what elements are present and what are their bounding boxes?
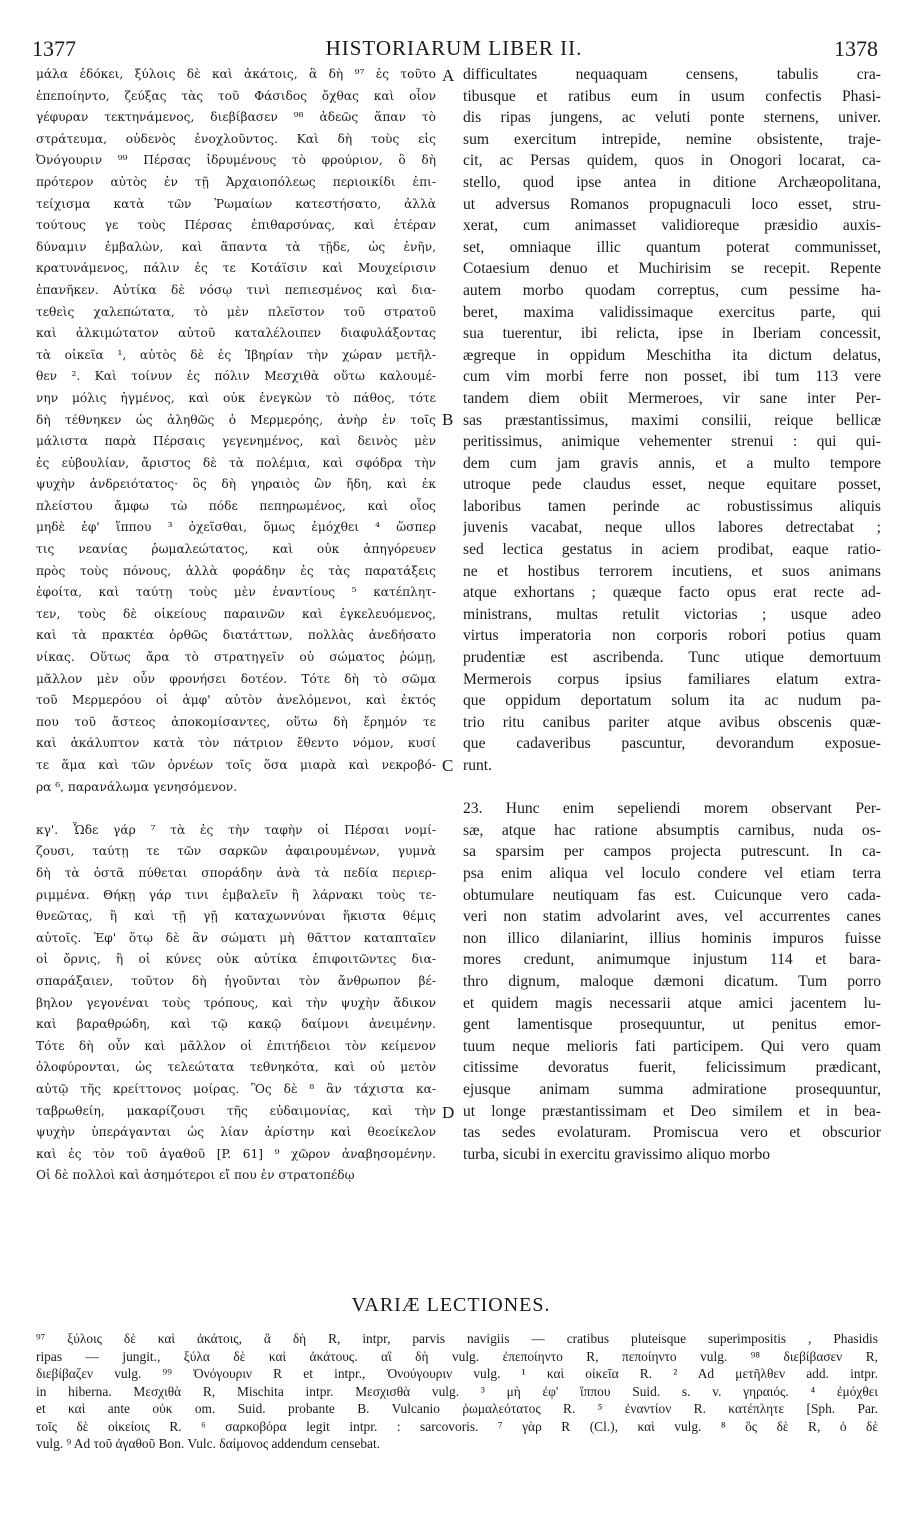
- greek-text-line: οἱ ὄρνις, ἢ οἱ κύνες οὐκ αὐτίκα ἐπιφοιτῶντες δια-: [36, 952, 436, 967]
- greek-text-line: μάλα ἐδόκει, ξύλοις δὲ καὶ ἀκάτοις, ἃ δὴ ⁹⁷ ἐς τοῦτο: [36, 67, 436, 81]
- latin-text-line: [463, 777, 881, 799]
- greek-text-line: ταβρωθείη, μακαρίζουσι τῆς εὐδαιμονίας, καὶ τὴν: [36, 1103, 436, 1118]
- note-line: ⁹⁷ ξύλοις δὲ καὶ ἀκάτοις, ἃ δὴ R, intpr, parvis navigiis — cratibus pluteisque superimpositis , Phasidis: [36, 1331, 878, 1346]
- greek-text-line: Τότε δὴ οὖν καὶ μᾶλλον οἱ ἐπιτήδειοι τὸν κείμενον: [36, 1038, 436, 1053]
- greek-text-line: Ὀνόγουριν ⁹⁹ Πέρσας ἱδρυμένους τὸ φρούριον, ὃ δὴ: [36, 153, 436, 168]
- greek-text-line: μηδὲ ἐφ' ἵππου ³ ὀχεῖσθαι, ὅμως ἐμόχθει ⁴ ὥσπερ: [36, 520, 436, 535]
- latin-text-line: non illico dilaniarint, illius hominis impuros fuisse: [463, 929, 881, 947]
- greek-text-line: βηλον γεγονέναι τοὺς τρόπους, καὶ τὴν ψυχὴν ἄδικον: [36, 995, 436, 1010]
- latin-text-line: sum exercitum intrepide, nemine obsistente, traje-: [463, 130, 881, 148]
- greek-text-line: τεν, τοὺς δὲ οἰκείους παραινῶν καὶ ἐγκελευόμενος,: [36, 606, 436, 621]
- greek-text-line: νην μόλις ἠγμένος, καὶ οὐκ ἐνεγκὼν τὸ πάθος, τότε: [36, 390, 436, 405]
- latin-text-line: runt.: [463, 757, 493, 774]
- latin-text-line: sa sparsim per campos projecta putrescunt. In ca-: [463, 843, 881, 861]
- variae-lectiones-heading: VARIÆ LECTIONES.: [351, 1294, 551, 1316]
- latin-text-line: ut longe præstantissimam et Deo similem et in bea-: [463, 1102, 881, 1120]
- margin-marker-b: B: [442, 410, 454, 429]
- latin-text-line: atque exhortans ; quæque facto opus erat recte ad-: [463, 584, 881, 602]
- latin-text-line: psa enim aliqua vel loculo condere vel etiam terra: [463, 864, 881, 882]
- latin-text-line: Cotaesium denuo et Muchirisim se recepit. Repente: [463, 260, 881, 278]
- latin-text-line: virtus imperatoria non corporis robori potius quam: [463, 627, 881, 645]
- variant-readings-notes: [36, 1330, 878, 1453]
- margin-marker-c: C: [442, 756, 454, 775]
- greek-text-line: ἐπεποίηντο, ζεύξας τὰς τοῦ Φάσιδος ὄχθας καὶ οἷον: [36, 88, 436, 103]
- note-line: τοῖς δὲ οἰκείοις R. ⁶ σαρκοβόρα legit intpr. : sarcovoris. ⁷ γὰρ R (Cl.), καὶ vulg. ⁸ ὃς δὲ R, ὁ δὲ: [36, 1418, 878, 1434]
- greek-text-line: στράτευμα, οὐδενὸς ἐνοχλοῦντος. Καὶ δὴ τοὺς εἰς: [36, 131, 436, 146]
- latin-text-line: tas sedes evolaturam. Promiscua vero et obscurior: [463, 1124, 881, 1142]
- greek-text-line: ψυχὴν ἀνδρειότατος· ὃς δὴ γηραιὸς ὢν ἤδη, καὶ ἐκ: [36, 477, 436, 492]
- latin-text-line: citissime devoratus fuerit, felicissimum prædicant,: [463, 1059, 881, 1077]
- latin-text-line: 23. Hunc enim sepeliendi morem observant Per-: [463, 800, 881, 818]
- latin-text-line: tandem diem obiit Mermeroes, vir sane inter Per-: [463, 389, 881, 407]
- greek-text-line: καὶ ἀκάλυπτον κατὰ τὸν πάτριον ἔθεντο νόμον, κυσί: [36, 736, 436, 751]
- latin-text-line: dem cum jam gravis annis, et a multo tempore: [463, 454, 881, 472]
- latin-text-line: sas præstantissimus, maximi consilii, reique bellicæ: [463, 411, 881, 429]
- latin-text-column: [463, 64, 881, 1278]
- greek-text-line: ἐφοίτα, καὶ ταύτῃ τοὺς μὲν ἐναντίους ⁵ κατέπλητ-: [36, 585, 436, 600]
- latin-text-line: ejusque animam summa admiratione prosequuntur,: [463, 1080, 881, 1098]
- greek-text-line: τις νεανίας ῥωμαλεώτατος, καὶ οὐκ ἀπηγόρευεν: [36, 542, 436, 557]
- note-line: διεβίβαζεν vulg. ⁹⁹ Ὀνόγουριν R et intpr., Ὀνούγουριν vulg. ¹ καὶ οἰκεῖα R. ² Ad μετῆλθεν add. intpr.: [36, 1366, 878, 1381]
- page-number-left: 1377: [32, 36, 76, 61]
- greek-text-line: ψυχὴν ὑπεράγανται ὡς λίαν ἀρίστην καὶ θεοείκελον: [36, 1125, 436, 1140]
- latin-text-line: que oppidum deportatum solum ita ac nudum pa-: [463, 692, 881, 710]
- greek-text-line: θνεῶτας, ἢ καὶ τῇ γῇ καταχωννύναι ἥκιστα θέμις: [36, 909, 436, 924]
- greek-text-line: κγ'. Ὧδε γάρ ⁷ τὰ ἐς τὴν ταφὴν οἱ Πέρσαι νομί-: [36, 822, 436, 837]
- greek-text-line: ζουσι, ταύτῃ τε τῶν σαρκῶν ἀφαιρουμένων, γυμνὰ: [36, 844, 436, 859]
- greek-text-line: σπαράξαιεν, τοῦτον δὴ ἡγοῦνται τὸν ἄνθρωπον βέ-: [36, 973, 436, 988]
- latin-text-line: Mermerois corpus ipsius familiares elatum extra-: [463, 670, 881, 688]
- page-number-right: 1378: [834, 36, 878, 61]
- greek-text-line: γέφυραν τεκτηνάμενος, διεβίβασεν ⁹⁸ ἀδεῶς ἅπαν τὸ: [36, 110, 436, 125]
- greek-text-line: κρατυνάμενος, πάλιν ἐς τε Κοτάϊσιν καὶ Μουχείρισιν: [36, 261, 436, 276]
- latin-text-line: laboribus tamen perinde ac robustissimus aliquis: [463, 497, 881, 515]
- margin-marker-d: D: [442, 1103, 455, 1122]
- latin-text-line: ut adversus Romanos propugnaculi loco esset, stru-: [463, 195, 881, 213]
- greek-text-line: τείχισμα κατὰ τῶν Ῥωμαίων κατεστήσατο, ἀλλὰ: [36, 196, 436, 211]
- greek-text-line: που τοῦ ἄστεος ἀποκομίσαντες, οὕτω δὴ ἔρημόν τε: [36, 714, 436, 729]
- latin-text-line: obtumulare neutiquam fas est. Cuicunque vero cada-: [463, 886, 881, 904]
- note-line: vulg. ⁹ Ad τοῦ ἀγαθοῦ Bon. Vulc. δαίμονος addendum censebat.: [36, 1436, 381, 1451]
- latin-text-line: que cadaveribus pascuntur, devorandum exposue-: [463, 735, 881, 753]
- latin-text-line: utroque pede claudus esset, neque equitare posset,: [463, 476, 881, 494]
- latin-text-line: gent lamentisque prosequuntur, ut penitus emor-: [463, 1016, 881, 1034]
- latin-text-line: cum vim morbi ferre non posset, ibi tum 113 vere: [463, 368, 881, 386]
- greek-text-line: καὶ ἐς τὸν τοῦ ἀγαθοῦ [P. 61] ⁹ χῶρον ἀναβησομένην.: [36, 1146, 436, 1161]
- latin-text-line: stello, quod ipse antea in ditione Archæopolitana,: [463, 173, 881, 191]
- running-title: HISTORIARUM LIBER II.: [325, 36, 583, 60]
- latin-text-line: cit, ac Persas quidem, quos in Onogori locarat, ca-: [463, 152, 881, 170]
- latin-text-line: sæ, atque hac ratione absumptis carnibus, nuda os-: [463, 821, 881, 839]
- latin-text-line: ægreque in oppidum Meschitha ita dictum delatus,: [463, 346, 881, 364]
- latin-text-line: sed lectica gestatus in aciem prodibat, eaque ratio-: [463, 541, 881, 559]
- latin-text-line: peritissimus, animique vehementer strenui : qui qui-: [463, 433, 881, 451]
- greek-text-line: τε ἅμα καὶ τῶν ὀρνέων τοῖς ὅσα μιαρὰ καὶ νεκροβό-: [36, 758, 436, 772]
- latin-text-line: dis ripas jungens, ac veluti ponte sternens, univer.: [463, 109, 881, 127]
- latin-text-line: tuum neque melioris fati participem. Qui vero quam: [463, 1037, 881, 1055]
- latin-text-line: prudentiæ est ascribenda. Tunc utique demortuum: [463, 649, 881, 667]
- latin-text-line: juvenis vacabat, neque ullos labores detrectabat ;: [463, 519, 881, 537]
- greek-text-line: μάλιστα παρὰ Πέρσαις γεγενημένος, καὶ δεινὸς μὲν: [36, 434, 436, 449]
- latin-text-line: tibusque et ratibus eum in usum confectis Phasi-: [463, 87, 881, 105]
- latin-text-line: set, omniaque illic quantum poterat communisset,: [463, 238, 881, 256]
- latin-text-line: turba, sicubi in exercitu gravissimo aliquo morbo: [463, 1145, 771, 1163]
- note-line: ripas — jungit., ξύλα δὲ καὶ ἀκάτους. αἳ δὴ vulg. ἐπεποίηντο R, πεποίηντο vulg. ⁹⁸ διεβίβασεν R,: [36, 1348, 878, 1364]
- greek-text-column: [36, 64, 436, 1278]
- greek-text-line: ρα ⁶, παρανάλωμα γενησόμενον.: [36, 779, 238, 794]
- latin-text-line: autem morbo quodam correptus, cum pessime ha-: [463, 281, 881, 299]
- greek-text-line: τοῦ Μερμερόου οἱ ἀμφ' αὐτὸν ἀνελόμενοι, καὶ ἐκτός: [36, 693, 436, 708]
- latin-text-line: beret, maxima validissimaque exercitus parte, qui: [463, 303, 881, 321]
- greek-text-line: ὀλοφύρονται, ὡς τελεώτατα τεθνηκότα, καὶ οὐ μετὸν: [36, 1060, 436, 1075]
- margin-marker-a: A: [442, 66, 455, 85]
- greek-text-line: τεθεὶς χαλεπώτατα, τὸ μὲν πλεῖστον τοῦ στρατοῦ: [36, 304, 436, 319]
- greek-text-line: τὰ οἰκεῖα ¹, αὐτὸς δὲ ἐς Ἰβηρίαν τὴν χώραν μετῆλ-: [36, 347, 436, 362]
- greek-text-line: ἐς εὐβουλίαν, ἄριστος δὲ τὰ πολέμια, καὶ σφόδρα τὴν: [36, 455, 436, 470]
- page-header: [30, 36, 878, 64]
- latin-text-line: thro dignum, maloque dæmoni dicatum. Tum porro: [463, 972, 881, 990]
- greek-text-line: καὶ τὰ πρακτέα ὀρθῶς διατάττων, πολλὰς ἀνεδήσατο: [36, 628, 436, 643]
- latin-text-line: mores credunt, animumque injustum 114 et bara-: [463, 951, 881, 969]
- greek-text-line: πλείστου ἄμφω τὼ πόδε πεπηρωμένος, καὶ οἷος: [36, 498, 436, 513]
- latin-text-line: ne et hostibus terrorem incutiens, et suos animans: [463, 562, 881, 580]
- greek-text-line: καὶ βαραθρώδη, καὶ τῷ κακῷ δαίμονι ἀνειμένην.: [36, 1017, 436, 1032]
- latin-text-line: trio ritu canibus pariter atque avibus obscenis quæ-: [463, 713, 881, 731]
- greek-text-line: θεν ². Καὶ τοίνυν ἐς πόλιν Μεσχιθὰ οὕτω καλουμέ-: [36, 369, 436, 384]
- note-line: in hiberna. Μεσχιθὰ R, Mischita intpr. Μεσχισθὰ vulg. ³ μὴ ἐφ' ἵππου Suid. s. v. γηραιός. ⁴ ἐμόχθει: [36, 1383, 878, 1399]
- greek-text-line: ριμμένα. Θήκῃ γάρ τινι ἐμβαλεῖν ἢ λάρνακι τοὺς τε-: [36, 887, 436, 902]
- greek-text-line: αὐτῷ τῆς κρείττονος μοίρας. Ὃς δὲ ⁸ ἂν τάχιστα κα-: [36, 1081, 436, 1096]
- greek-text-line: νίκας. Οὕτως ἄρα τὸ στρατηγεῖν οὐ σώματος ῥώμῃ,: [36, 650, 436, 665]
- latin-text-line: xerat, cum animasset validioreque præsidio auxis-: [463, 217, 881, 235]
- latin-text-line: et quidem magis necessarii atque amici jacentem lu-: [463, 994, 881, 1012]
- greek-text-line: τούτους γε τοὺς Πέρσας ἐπιθαρσύνας, καὶ ἑτέραν: [36, 218, 436, 233]
- latin-text-line: difficultates nequaquam censens, tabulis cra-: [463, 66, 881, 83]
- greek-text-line: δὴ τέθνηκεν ὡς ἀληθῶς ὁ Μερμερόης, ἀνὴρ ἐν τοῖς: [36, 412, 436, 427]
- greek-text-line: [36, 798, 436, 820]
- greek-text-line: ἐπανῆκεν. Αὐτίκα δὲ νόσῳ τινὶ πεπιεσμένος καὶ δια-: [36, 282, 436, 297]
- greek-text-line: μᾶλλον μὲν οὖν φρονήσει δοτέον. Τότε δὴ τὸ σῶμα: [36, 671, 436, 686]
- greek-text-line: πρὸς τοὺς πόνους, ἀλλὰ φοράδην ἐς τὰς παρατάξεις: [36, 563, 436, 578]
- latin-text-line: ministrans, multas retulit victorias ; usque adeo: [463, 605, 881, 623]
- greek-text-line: δὴ τὰ ὀστᾶ πύθεται σποράδην ἀνὰ τὰ πεδία περιερ-: [36, 865, 436, 880]
- greek-text-line: καὶ ἀλκιμώτατον αὐτοῦ καταλέλοιπεν διαφυλάξοντας: [36, 326, 436, 341]
- greek-text-line: δύναμιν ἐμβαλὼν, καὶ ἅπαντα τὰ τῇδε, ὡς ἐνῆν,: [36, 239, 436, 254]
- greek-text-line: αὐτοῖς. Ἐφ' ὅτῳ δὲ ἂν σώματι μὴ θᾶττον καταπταῖεν: [36, 930, 436, 945]
- greek-text-line: Οἱ δὲ πολλοὶ καὶ ἀσημότεροι εἴ που ἐν στρατοπέδῳ: [36, 1168, 355, 1183]
- greek-text-line: πρότερον αὐτὸς ἐν τῇ Ἀρχαιοπόλεως περιοικίδι ἐπι-: [36, 174, 436, 189]
- latin-text-line: sua tuerentur, ibi relicta, ipse in Iberiam concessit,: [463, 325, 881, 343]
- latin-text-line: veri non statim advolarint aves, vel accurrentes canes: [463, 908, 881, 926]
- note-line: et καὶ ante οὐκ om. Suid. probante B. Vulcanio ῥωμαλεότατος R. ⁵ ἐναντίον R. κατέπλητε [Sph. Par.: [36, 1401, 878, 1416]
